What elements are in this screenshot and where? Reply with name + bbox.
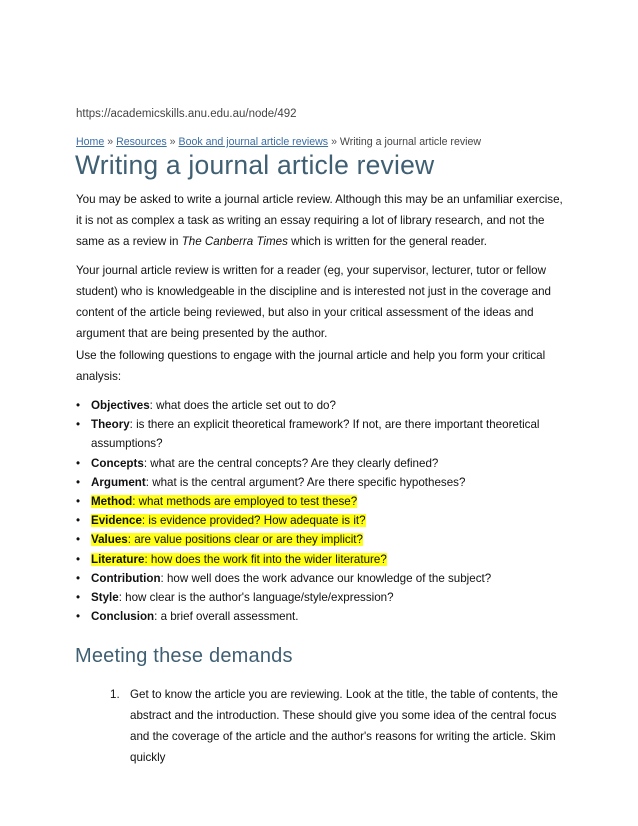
- list-item: [76, 415, 556, 453]
- breadcrumb-home-link[interactable]: Home: [76, 136, 105, 148]
- question-text: : a brief overall assessment.: [154, 610, 299, 624]
- list-item: [76, 492, 556, 511]
- list-item-content: [91, 399, 336, 412]
- list-item-content: [91, 553, 387, 566]
- list-item-content: [91, 457, 438, 470]
- breadcrumb: [76, 136, 481, 148]
- breadcrumb-current: Writing a journal article review: [339, 136, 482, 148]
- breadcrumb-separator: »: [169, 136, 176, 148]
- question-term: Argument: [91, 475, 146, 489]
- reader-paragraph: Your journal article review is written for a reader (eg, your supervisor, lecturer, tutor or fellow student) who is knowledgeable in the discipline and is interested not just in the coverage and content of the article being reviewed, but also in your critical assessment of the ideas and argument that are being presented by the author.: [76, 264, 551, 340]
- section-heading: Meeting these demands: [75, 645, 293, 667]
- question-text: : how does the work fit into the wider literature?: [144, 552, 387, 566]
- question-text: : are value positions clear or are they implicit?: [127, 533, 363, 547]
- page-title: Writing a journal article review: [75, 150, 435, 180]
- list-item: [76, 569, 556, 588]
- list-item-content: [91, 572, 491, 585]
- step-list: [110, 684, 570, 768]
- list-item-content: [91, 476, 465, 489]
- question-term: Conclusion: [91, 610, 155, 624]
- questions-intro-paragraph: Use the following questions to engage with the journal article and help you form your critical analysis:: [76, 349, 546, 383]
- list-item: [76, 607, 556, 626]
- breadcrumb-separator: »: [331, 136, 337, 148]
- bullet-icon: •: [76, 495, 81, 509]
- bullet-icon: •: [76, 475, 81, 489]
- intro-text-end: which is written for the general reader.: [287, 235, 488, 248]
- list-item-content: [91, 533, 363, 546]
- list-item-content: [91, 495, 357, 508]
- bullet-icon: •: [76, 533, 81, 547]
- question-term: Literature: [91, 552, 145, 566]
- breadcrumb-separator: »: [107, 136, 114, 148]
- step-number: 1.: [110, 688, 120, 701]
- list-item: [76, 588, 556, 607]
- step-item: [110, 684, 570, 768]
- question-term: Method: [91, 495, 133, 509]
- list-item: [76, 530, 556, 549]
- list-item-content: [91, 418, 540, 450]
- list-item: [76, 396, 556, 415]
- bullet-icon: •: [76, 610, 81, 624]
- newspaper-title: The Canberra Times: [181, 235, 288, 248]
- list-item-content: [91, 610, 298, 623]
- question-text: : how clear is the author's language/style/expression?: [118, 591, 394, 605]
- bullet-icon: •: [76, 514, 81, 528]
- bullet-icon: •: [76, 591, 81, 605]
- question-text: : what is the central argument? Are there specific hypotheses?: [145, 475, 466, 489]
- question-term: Theory: [91, 418, 130, 432]
- question-text: : what does the article set out to do?: [149, 399, 336, 412]
- bullet-icon: •: [76, 456, 81, 470]
- list-item: [76, 454, 556, 473]
- question-term: Concepts: [91, 456, 144, 470]
- intro-text-start: You may be asked to write a journal article review. Although this may be an unfamiliar exercise, it is not as complex a task as writing an essay requiring a lot of library research, and not the same as a review in: [76, 193, 563, 248]
- question-text: : is there an explicit theoretical framework? If not, are there important theoretical assumptions?: [91, 418, 540, 451]
- bullet-icon: •: [76, 418, 81, 432]
- source-url: https://academicskills.anu.edu.au/node/492: [76, 108, 297, 120]
- intro-paragraph: [76, 189, 566, 252]
- question-term: Evidence: [91, 514, 142, 528]
- list-item: [76, 550, 556, 569]
- breadcrumb-reviews-link[interactable]: Book and journal article reviews: [178, 136, 329, 148]
- list-item-content: [91, 514, 366, 527]
- question-text: : is evidence provided? How adequate is it?: [141, 514, 366, 528]
- breadcrumb-resources-link[interactable]: Resources: [116, 136, 167, 148]
- question-term: Objectives: [91, 399, 150, 412]
- question-term: Style: [91, 591, 119, 605]
- question-text: : what methods are employed to test these?: [132, 495, 358, 509]
- bullet-icon: •: [76, 552, 81, 566]
- step-text: Get to know the article you are reviewing. Look at the title, the table of contents, the abstract and the introduction. These should give you some idea of the central focus and the coverage of the article and the author's reasons for writing the article. Skim quickly: [130, 688, 558, 764]
- question-list: [76, 396, 556, 626]
- bullet-icon: •: [76, 571, 81, 585]
- list-item-content: [91, 591, 394, 604]
- bullet-icon: •: [76, 399, 81, 412]
- list-item: [76, 473, 556, 492]
- question-text: : what are the central concepts? Are they clearly defined?: [143, 456, 439, 470]
- question-term: Contribution: [91, 571, 161, 585]
- question-text: : how well does the work advance our knowledge of the subject?: [160, 571, 492, 585]
- list-item: [76, 511, 556, 530]
- question-term: Values: [91, 533, 128, 547]
